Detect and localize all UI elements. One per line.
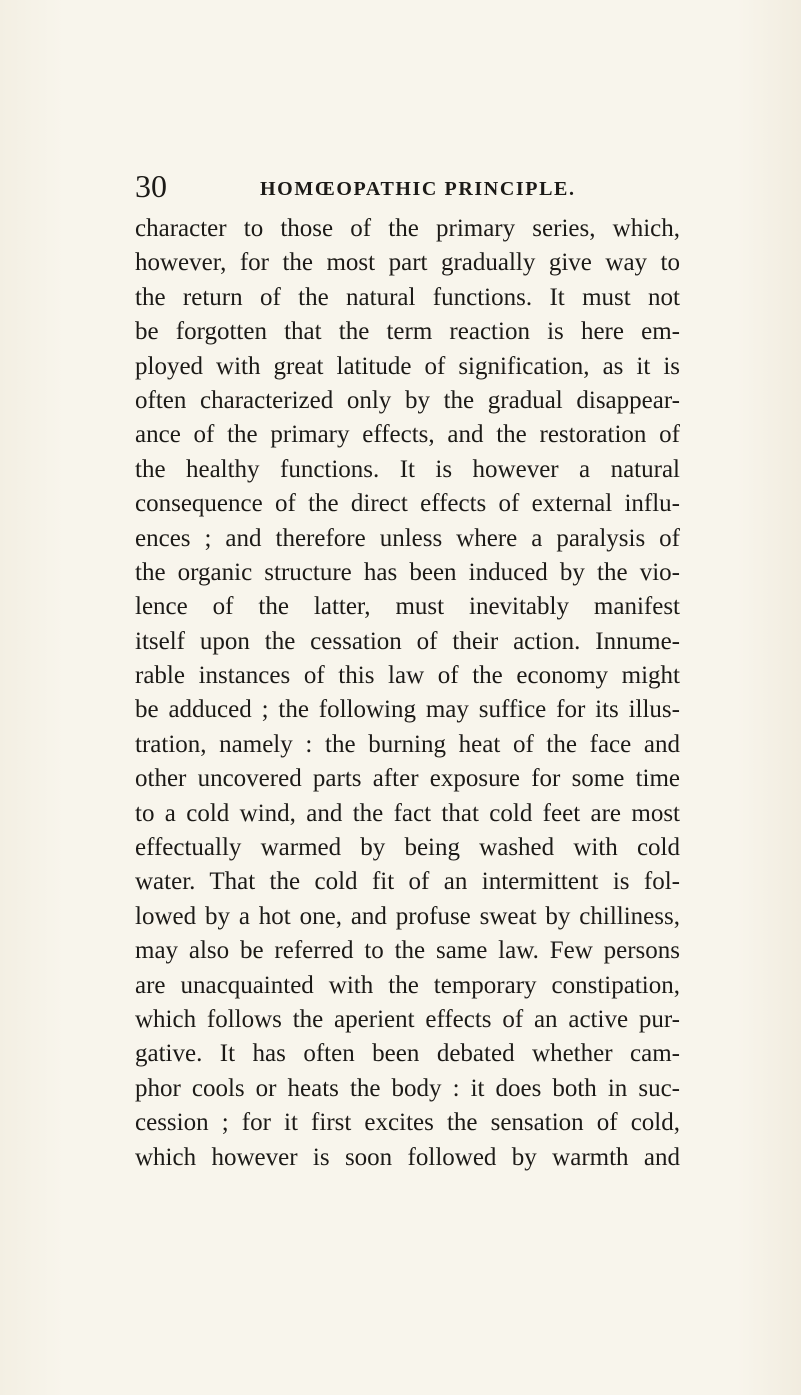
text-line: cession ; for it first excites the sensation of cold, xyxy=(135,1109,680,1137)
text-line: which however is soon followed by warmth and xyxy=(135,1143,680,1171)
running-head-title: HOMŒOPATHIC PRINCIPLE. xyxy=(260,178,576,200)
text-line: gative. It has often been debated whether cam- xyxy=(135,1040,680,1068)
text-line: may also be referred to the same law. Few persons xyxy=(135,937,680,965)
text-line: other uncovered parts after exposure for some time xyxy=(135,765,680,793)
text-line: the healthy functions. It is however a natural xyxy=(135,455,680,483)
text-line: consequence of the direct effects of external influ- xyxy=(135,490,680,518)
text-line: rable instances of this law of the economy might xyxy=(135,662,680,690)
text-line: phor cools or heats the body : it does both in suc- xyxy=(135,1074,680,1102)
text-line: lowed by a hot one, and profuse sweat by chilliness, xyxy=(135,902,680,930)
text-line: to a cold wind, and the fact that cold feet are most xyxy=(135,799,680,827)
text-line: ance of the primary effects, and the restoration of xyxy=(135,421,680,449)
text-line: be adduced ; the following may suffice for its illus- xyxy=(135,696,680,724)
text-line: effectually warmed by being washed with cold xyxy=(135,834,680,862)
page-number: 30 xyxy=(135,168,167,204)
text-line: ences ; and therefore unless where a paralysis of xyxy=(135,524,680,552)
body-text xyxy=(135,212,680,1175)
text-line: lence of the latter, must inevitably manifest xyxy=(135,593,680,621)
text-line: the return of the natural functions. It must not xyxy=(135,283,680,311)
text-line: which follows the aperient effects of an active pur- xyxy=(135,1005,680,1033)
text-line: be forgotten that the term reaction is here em- xyxy=(135,318,680,346)
running-head xyxy=(135,170,680,202)
text-line: water. That the cold fit of an intermittent is fol- xyxy=(135,868,680,896)
text-line: ployed with great latitude of signification, as it is xyxy=(135,352,680,380)
text-line: often characterized only by the gradual disappear- xyxy=(135,386,680,414)
text-line: itself upon the cessation of their action. Innume- xyxy=(135,627,680,655)
text-line: are unacquainted with the temporary constipation, xyxy=(135,971,680,999)
text-line: the organic structure has been induced by the vio- xyxy=(135,558,680,586)
text-line: however, for the most part gradually give way to xyxy=(135,249,680,277)
text-line: tration, namely : the burning heat of the face and xyxy=(135,730,680,758)
text-line: character to those of the primary series, which, xyxy=(135,215,680,242)
